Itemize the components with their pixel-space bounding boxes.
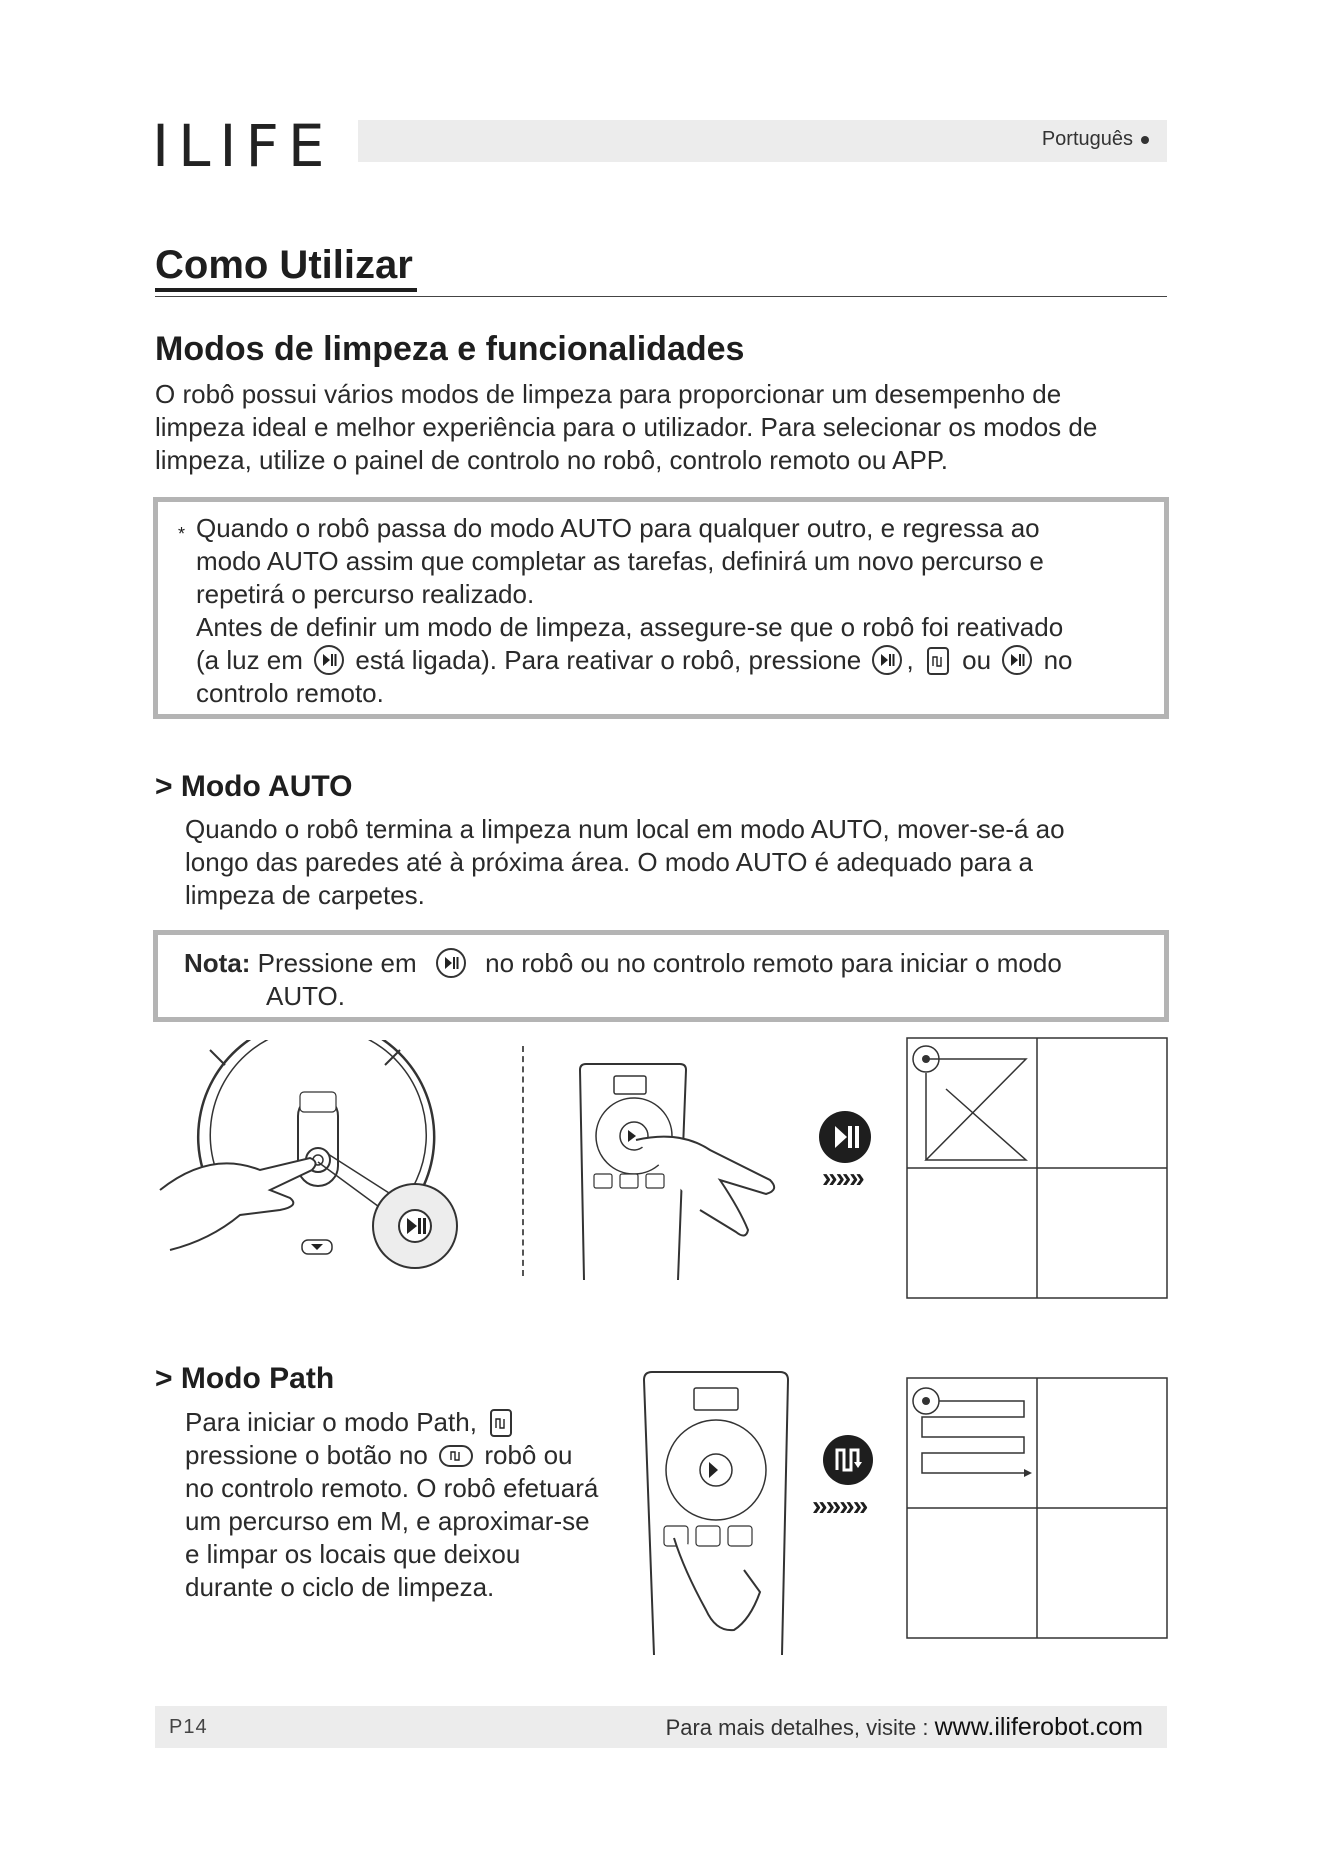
note-line: [184, 947, 1154, 980]
play-pause-icon: [872, 645, 902, 675]
auto-line: longo das paredes até à próxima área. O modo AUTO é adequado para a: [185, 847, 1033, 877]
notice-text: (a luz em: [196, 645, 303, 675]
notice-line: modo AUTO assim que completar as tarefas, definirá um novo percurso e: [196, 546, 1044, 576]
notice-line: [196, 644, 1156, 677]
intro-line: O robô possui vários modos de limpeza para proporcionar um desempenho de: [155, 379, 1062, 409]
play-pause-icon: [436, 948, 466, 978]
asterisk-marker: *: [178, 524, 186, 544]
notice-line: controlo remoto.: [196, 678, 384, 708]
auto-mode-icon: [818, 1110, 872, 1164]
note-box: [153, 930, 1169, 1022]
section-title: Como Utilizar: [155, 243, 413, 287]
auto-arrows: »»»: [822, 1162, 863, 1193]
path-mode-text: [185, 1406, 645, 1604]
path-line: no controlo remoto. O robô efetuará: [185, 1473, 599, 1503]
auto-line: Quando o robô termina a limpeza num local em modo AUTO, mover-se-á ao: [185, 814, 1065, 844]
remote-control-illustration: [570, 1060, 800, 1280]
title-rule: [155, 296, 1167, 297]
language-indicator: [1042, 128, 1149, 151]
subtitle: Modos de limpeza e funcionalidades: [155, 330, 745, 368]
note-line: AUTO.: [266, 981, 345, 1011]
path-line: [185, 1439, 645, 1472]
path-arrows: »»»»: [812, 1490, 867, 1521]
notice-text: no: [1043, 645, 1073, 675]
path-text: Para iniciar o modo Path,: [185, 1407, 477, 1437]
auto-mode-heading: > Modo AUTO: [155, 770, 353, 803]
notice-text: ,: [906, 645, 914, 675]
ilife-logo: ILIFE: [152, 112, 334, 180]
visit-label: Para mais detalhes, visite :: [665, 1715, 929, 1740]
robot-panel-illustration: [150, 1040, 490, 1280]
notice-text: ou: [962, 645, 992, 675]
intro-line: limpeza, utilize o painel de controlo no robô, controlo remoto ou APP.: [155, 445, 948, 475]
footer-bar: [155, 1706, 1167, 1748]
title-underline: [155, 288, 417, 292]
dashed-divider: [522, 1046, 524, 1276]
path-mode-heading: > Modo Path: [155, 1362, 335, 1395]
path-mode-icon: [439, 1445, 473, 1467]
path-pattern-diagram: [906, 1377, 1168, 1639]
play-pause-icon: [314, 645, 344, 675]
bullet-icon: [1141, 136, 1149, 144]
notice-text: está ligada). Para reativar o robô, pressione: [355, 645, 862, 675]
auto-mode-text: [185, 813, 1165, 912]
intro-line: limpeza ideal e melhor experiência para o utilizador. Para selecionar os modos de: [155, 412, 1098, 442]
website-link[interactable]: www.iliferobot.com: [934, 1713, 1143, 1741]
notice-box: [153, 497, 1169, 719]
path-mode-icon: [822, 1434, 874, 1486]
auto-pattern-diagram: [906, 1037, 1168, 1299]
footer-visit: [666, 1713, 1143, 1742]
auto-line: limpeza de carpetes.: [185, 880, 425, 910]
path-text: robô ou: [484, 1440, 573, 1470]
intro-paragraph: [155, 378, 1175, 477]
path-mode-icon: [927, 647, 949, 675]
notice-line: repetirá o percurso realizado.: [196, 579, 535, 609]
path-mode-icon: [490, 1409, 512, 1437]
path-line: um percurso em M, e aproximar-se: [185, 1506, 590, 1536]
note-text: no robô ou no controlo remoto para iniciar o modo: [485, 948, 1062, 978]
remote-path-illustration: [640, 1370, 800, 1660]
path-line: e limpar os locais que deixou: [185, 1539, 521, 1569]
page-number: P14: [169, 1716, 208, 1738]
note-text: Pressione em: [257, 948, 417, 978]
note-label: Nota:: [184, 948, 251, 978]
notice-line: Quando o robô passa do modo AUTO para qualquer outro, e regressa ao: [196, 513, 1040, 543]
notice-line: Antes de definir um modo de limpeza, assegure-se que o robô foi reativado: [196, 612, 1064, 642]
path-text: pressione o botão no: [185, 1440, 428, 1470]
language-label: Português: [1041, 128, 1133, 150]
path-line: [185, 1406, 645, 1439]
path-line: durante o ciclo de limpeza.: [185, 1572, 495, 1602]
header-bar: [358, 120, 1167, 162]
play-pause-icon: [1002, 645, 1032, 675]
